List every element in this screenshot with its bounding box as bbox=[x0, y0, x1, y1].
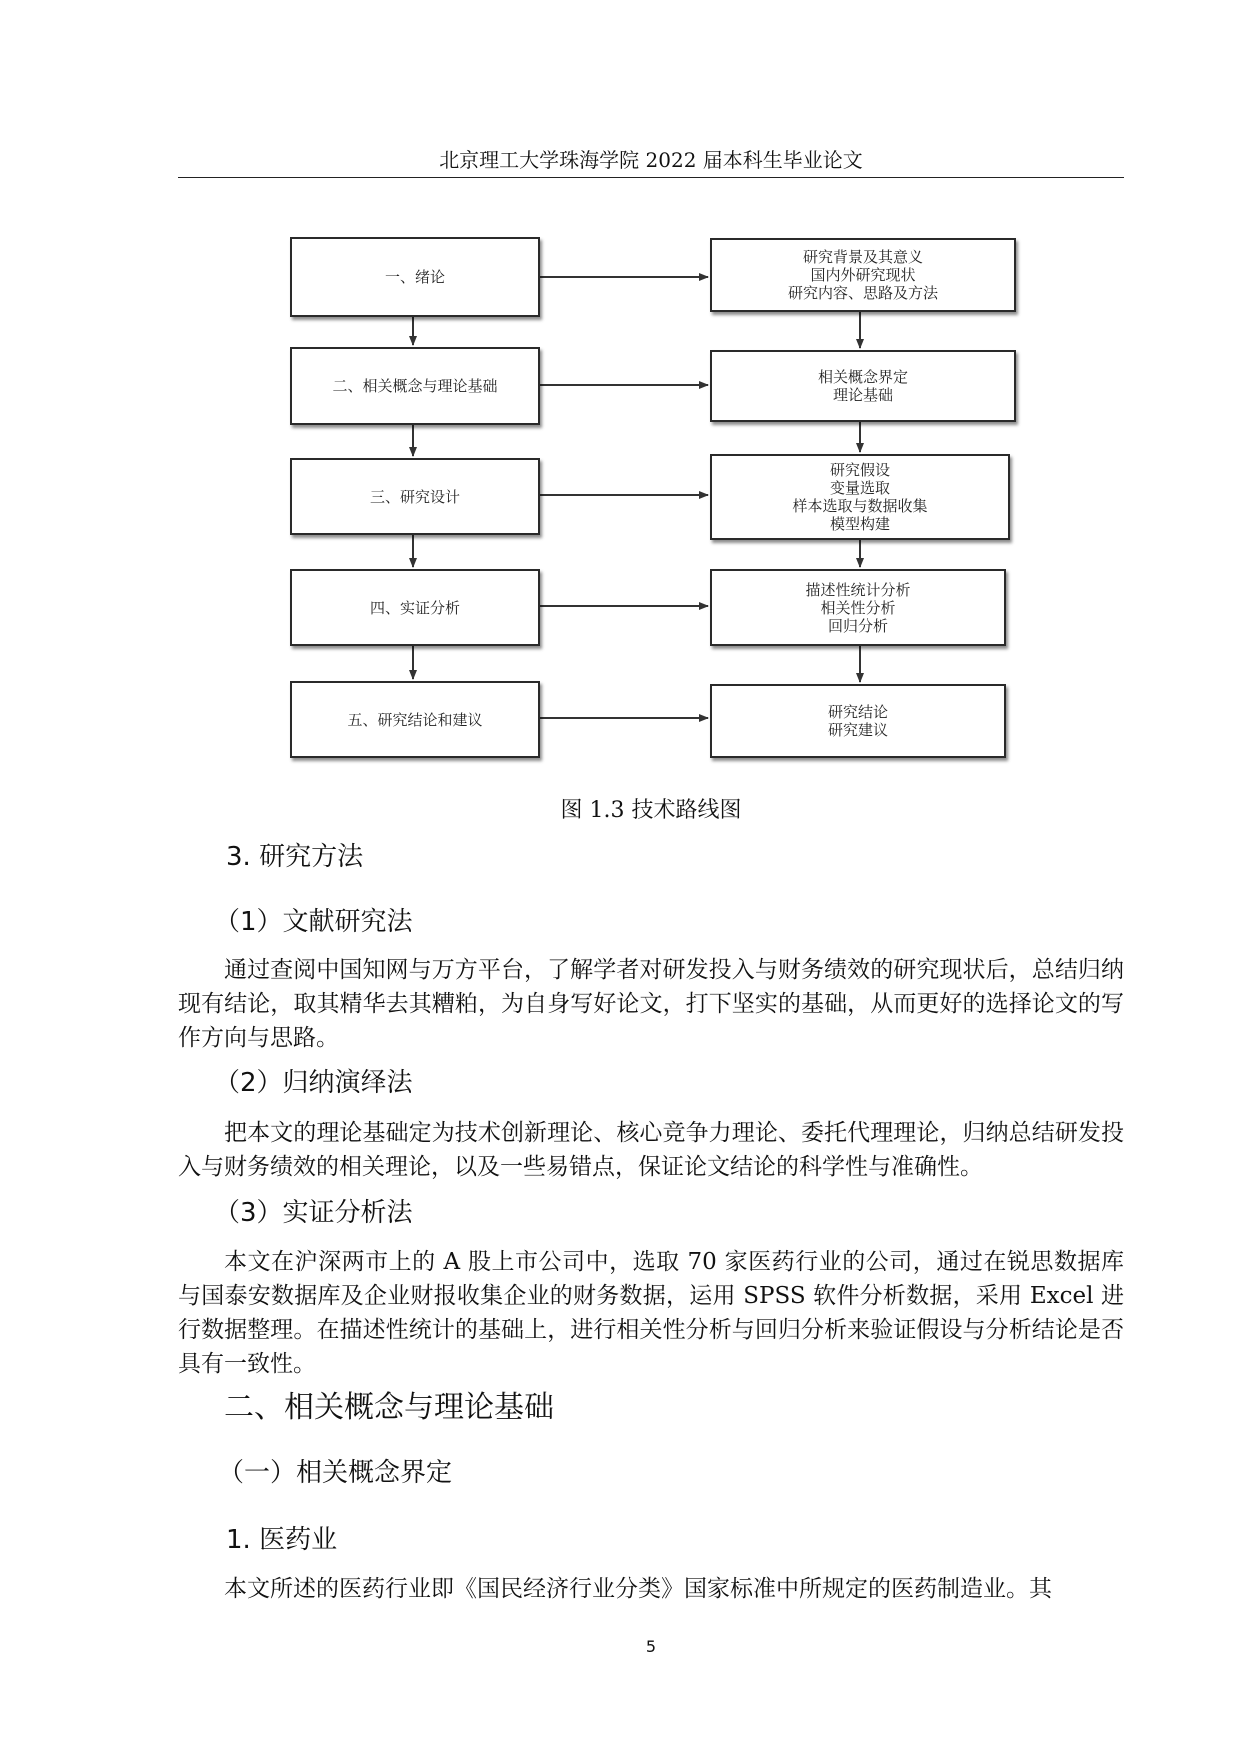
right-box-3-line-1: 研究假设 bbox=[829, 461, 890, 479]
method-2-paragraph: 把本文的理论基础定为技术创新理论、核心竞争力理论、委托代理理论，归纳总结研发投入与财务绩效的相关理论，以及一些易错点，保证论文结论的科学性与准确性。 bbox=[178, 1120, 1124, 1180]
subsection-1-heading: （一）相关概念界定 bbox=[218, 1458, 453, 1488]
left-box-2-label: 二、相关概念与理论基础 bbox=[332, 377, 498, 395]
method-1-heading: （1）文献研究法 bbox=[214, 907, 413, 937]
left-box-3-label: 三、研究设计 bbox=[369, 487, 460, 506]
right-box-2-line-1: 相关概念界定 bbox=[817, 368, 908, 386]
item-1-paragraph: 本文所述的医药行业即《国民经济行业分类》国家标准中所规定的医药制造业。其 bbox=[224, 1576, 1052, 1602]
technical-roadmap-figure bbox=[280, 230, 1040, 770]
right-box-4 bbox=[710, 569, 1006, 646]
page-number: 5 bbox=[645, 1637, 657, 1656]
right-box-1-line-1: 研究背景及其意义 bbox=[802, 248, 923, 266]
method-3-heading: （3）实证分析法 bbox=[214, 1198, 413, 1228]
left-box-5 bbox=[290, 681, 540, 758]
chapter-2-heading: 二、相关概念与理论基础 bbox=[224, 1390, 554, 1425]
right-box-4-line-3: 回归分析 bbox=[827, 616, 888, 635]
right-box-5 bbox=[710, 684, 1006, 758]
right-box-3-line-4: 模型构建 bbox=[829, 515, 890, 533]
right-box-5-line-1: 研究结论 bbox=[827, 703, 888, 721]
right-box-4-line-1: 描述性统计分析 bbox=[805, 580, 911, 599]
right-box-3 bbox=[710, 454, 1010, 540]
header-divider bbox=[178, 177, 1124, 178]
right-box-1-line-3: 研究内容、思路及方法 bbox=[787, 284, 938, 302]
left-box-2 bbox=[290, 347, 540, 425]
method-3-paragraph: 本文在沪深两市上的 A 股上市公司中，选取 70 家医药行业的公司，通过在锐思数据库与国泰安数据库及企业财报收集企业的财务数据，运用 SPSS 软件分析数据，采用 Excel 进行数据整理。在描述性统计的基础上，进行相关性分析与回归分析来验证假设与分析结论是否具有一致性。 bbox=[178, 1249, 1124, 1377]
page-header: 北京理工大学珠海学院 2022 届本科生毕业论文 bbox=[439, 148, 863, 172]
method-2-heading: （2）归纳演绎法 bbox=[214, 1068, 413, 1098]
left-box-5-label: 五、研究结论和建议 bbox=[347, 710, 483, 729]
methods-heading: 3. 研究方法 bbox=[226, 842, 364, 872]
figure-caption: 图 1.3 技术路线图 bbox=[560, 798, 742, 823]
left-box-4 bbox=[290, 569, 540, 646]
right-box-5-line-2: 研究建议 bbox=[827, 721, 888, 739]
right-box-4-line-2: 相关性分析 bbox=[820, 598, 896, 617]
method-1-paragraph: 通过查阅中国知网与万方平台，了解学者对研发投入与财务绩效的研究现状后，总结归纳现有结论，取其精华去其糟粕，为自身写好论文，打下坚实的基础，从而更好的选择论文的写作方向与思路。 bbox=[178, 957, 1124, 1051]
left-box-1 bbox=[290, 237, 540, 317]
right-box-3-line-2: 变量选取 bbox=[829, 479, 890, 497]
right-box-1 bbox=[710, 238, 1016, 312]
right-box-3-line-3: 样本选取与数据收集 bbox=[792, 497, 928, 515]
right-box-1-line-2: 国内外研究现状 bbox=[810, 266, 916, 284]
right-box-2-line-2: 理论基础 bbox=[832, 386, 893, 404]
left-box-1-label: 一、绪论 bbox=[384, 268, 445, 286]
right-box-2 bbox=[710, 350, 1016, 422]
item-1-heading: 1. 医药业 bbox=[226, 1525, 338, 1555]
left-box-3 bbox=[290, 458, 540, 535]
left-box-4-label: 四、实证分析 bbox=[369, 598, 460, 617]
